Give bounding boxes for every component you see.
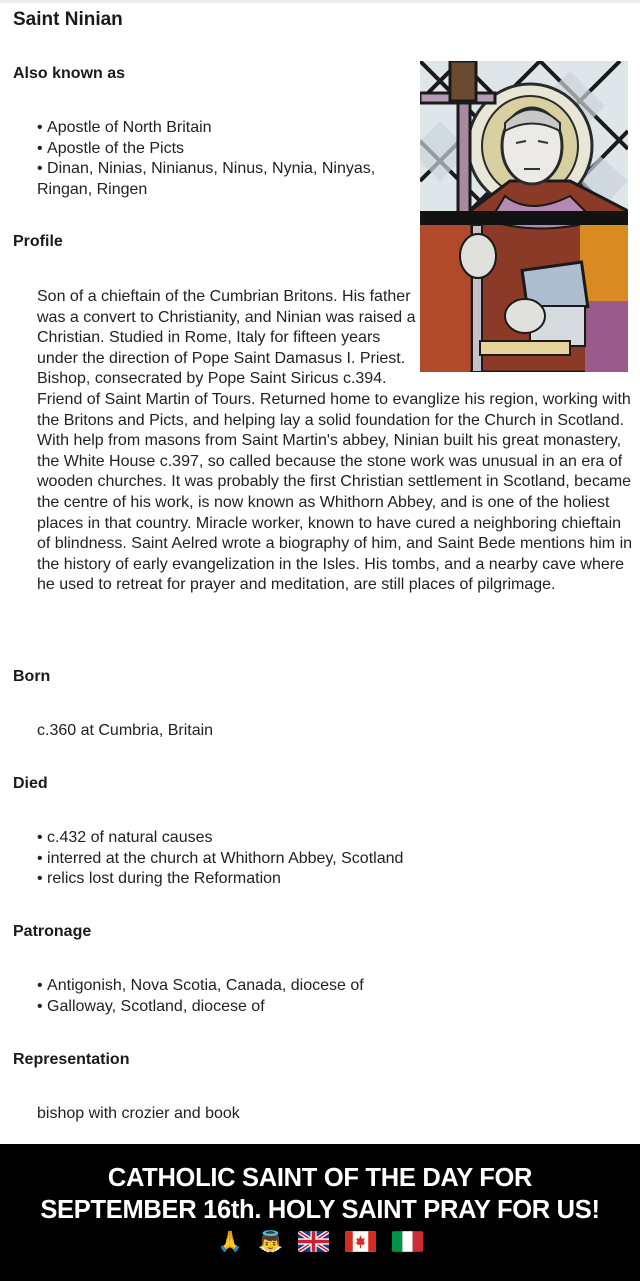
- list-item: • Apostle of North Britain: [37, 118, 407, 139]
- patronage-list: [37, 976, 597, 1017]
- page-title: Saint Ninian: [13, 9, 123, 30]
- representation-text: bishop with crozier and book: [37, 1105, 240, 1122]
- died-list: [37, 828, 597, 890]
- italy-flag-icon: [392, 1231, 423, 1252]
- saint-stained-glass-image: [420, 61, 628, 372]
- praying-hands-icon: 🙏: [217, 1230, 243, 1253]
- heading-profile: Profile: [13, 233, 63, 250]
- uk-flag-icon: [298, 1231, 329, 1252]
- list-item: • interred at the church at Whithorn Abbey, Scotland: [37, 849, 597, 870]
- heading-representation: Representation: [13, 1051, 130, 1068]
- list-item: • Galloway, Scotland, diocese of: [37, 997, 597, 1018]
- top-divider: [0, 0, 640, 3]
- footer-caption-line1: CATHOLIC SAINT OF THE DAY FOR: [107, 1164, 533, 1192]
- footer-banner: [0, 1144, 640, 1281]
- list-item: • Dinan, Ninias, Ninianus, Ninus, Nynia, Ninyas, Ringan, Ringen: [37, 159, 407, 200]
- stained-glass-illustration: [420, 61, 628, 372]
- footer-caption-line2: SEPTEMBER 16th. HOLY SAINT PRAY FOR US!: [40, 1196, 600, 1224]
- list-item: • Antigonish, Nova Scotia, Canada, diocese of: [37, 976, 597, 997]
- heading-died: Died: [13, 775, 48, 792]
- list-item: • relics lost during the Reformation: [37, 869, 597, 890]
- angel-icon: 👼: [257, 1230, 283, 1253]
- heading-patronage: Patronage: [13, 923, 92, 940]
- canada-flag-icon: [345, 1231, 376, 1252]
- emoji-row: [0, 1228, 640, 1255]
- list-item: • c.432 of natural causes: [37, 828, 597, 849]
- heading-also-known-as: Also known as: [13, 65, 126, 82]
- also-known-as-list: [37, 118, 407, 200]
- profile-paragraph: Son of a chieftain of the Cumbrian Britons. His father was a convert to Christianity, and Ninian was raised a Christian. Studied in Rome, Italy for fifteen years under the direction of Pope Saint Damasus I. Priest. Bishop, consecrated by Pope Saint Siricus c.394. Friend of Saint Martin of Tours. Returned home to evanglize his region, working with the Britons and Picts, and helping lay a solid foundation for the Church in Scotland. With help from masons from Saint Martin's abbey, Ninian built his great monastery, the White House c.397, so called because the stone work was unusual in an era of wooden churches. It was probably the first Christian settlement in Scotland, became the centre of his work, is now known as Whithorn Abbey, and is one of the holiest places in that country. Miracle worker, known to have cured a neighboring chieftain of blindness. Saint Aelred wrote a biography of him, and Saint Bede mentions him in the history of early evangelization in the Isles. His tombs, and a nearby cave where he used to retreat for prayer and meditation, are still places of pilgrimage.: [37, 288, 633, 594]
- heading-born: Born: [13, 668, 51, 685]
- born-text: c.360 at Cumbria, Britain: [37, 722, 214, 739]
- list-item: • Apostle of the Picts: [37, 139, 407, 160]
